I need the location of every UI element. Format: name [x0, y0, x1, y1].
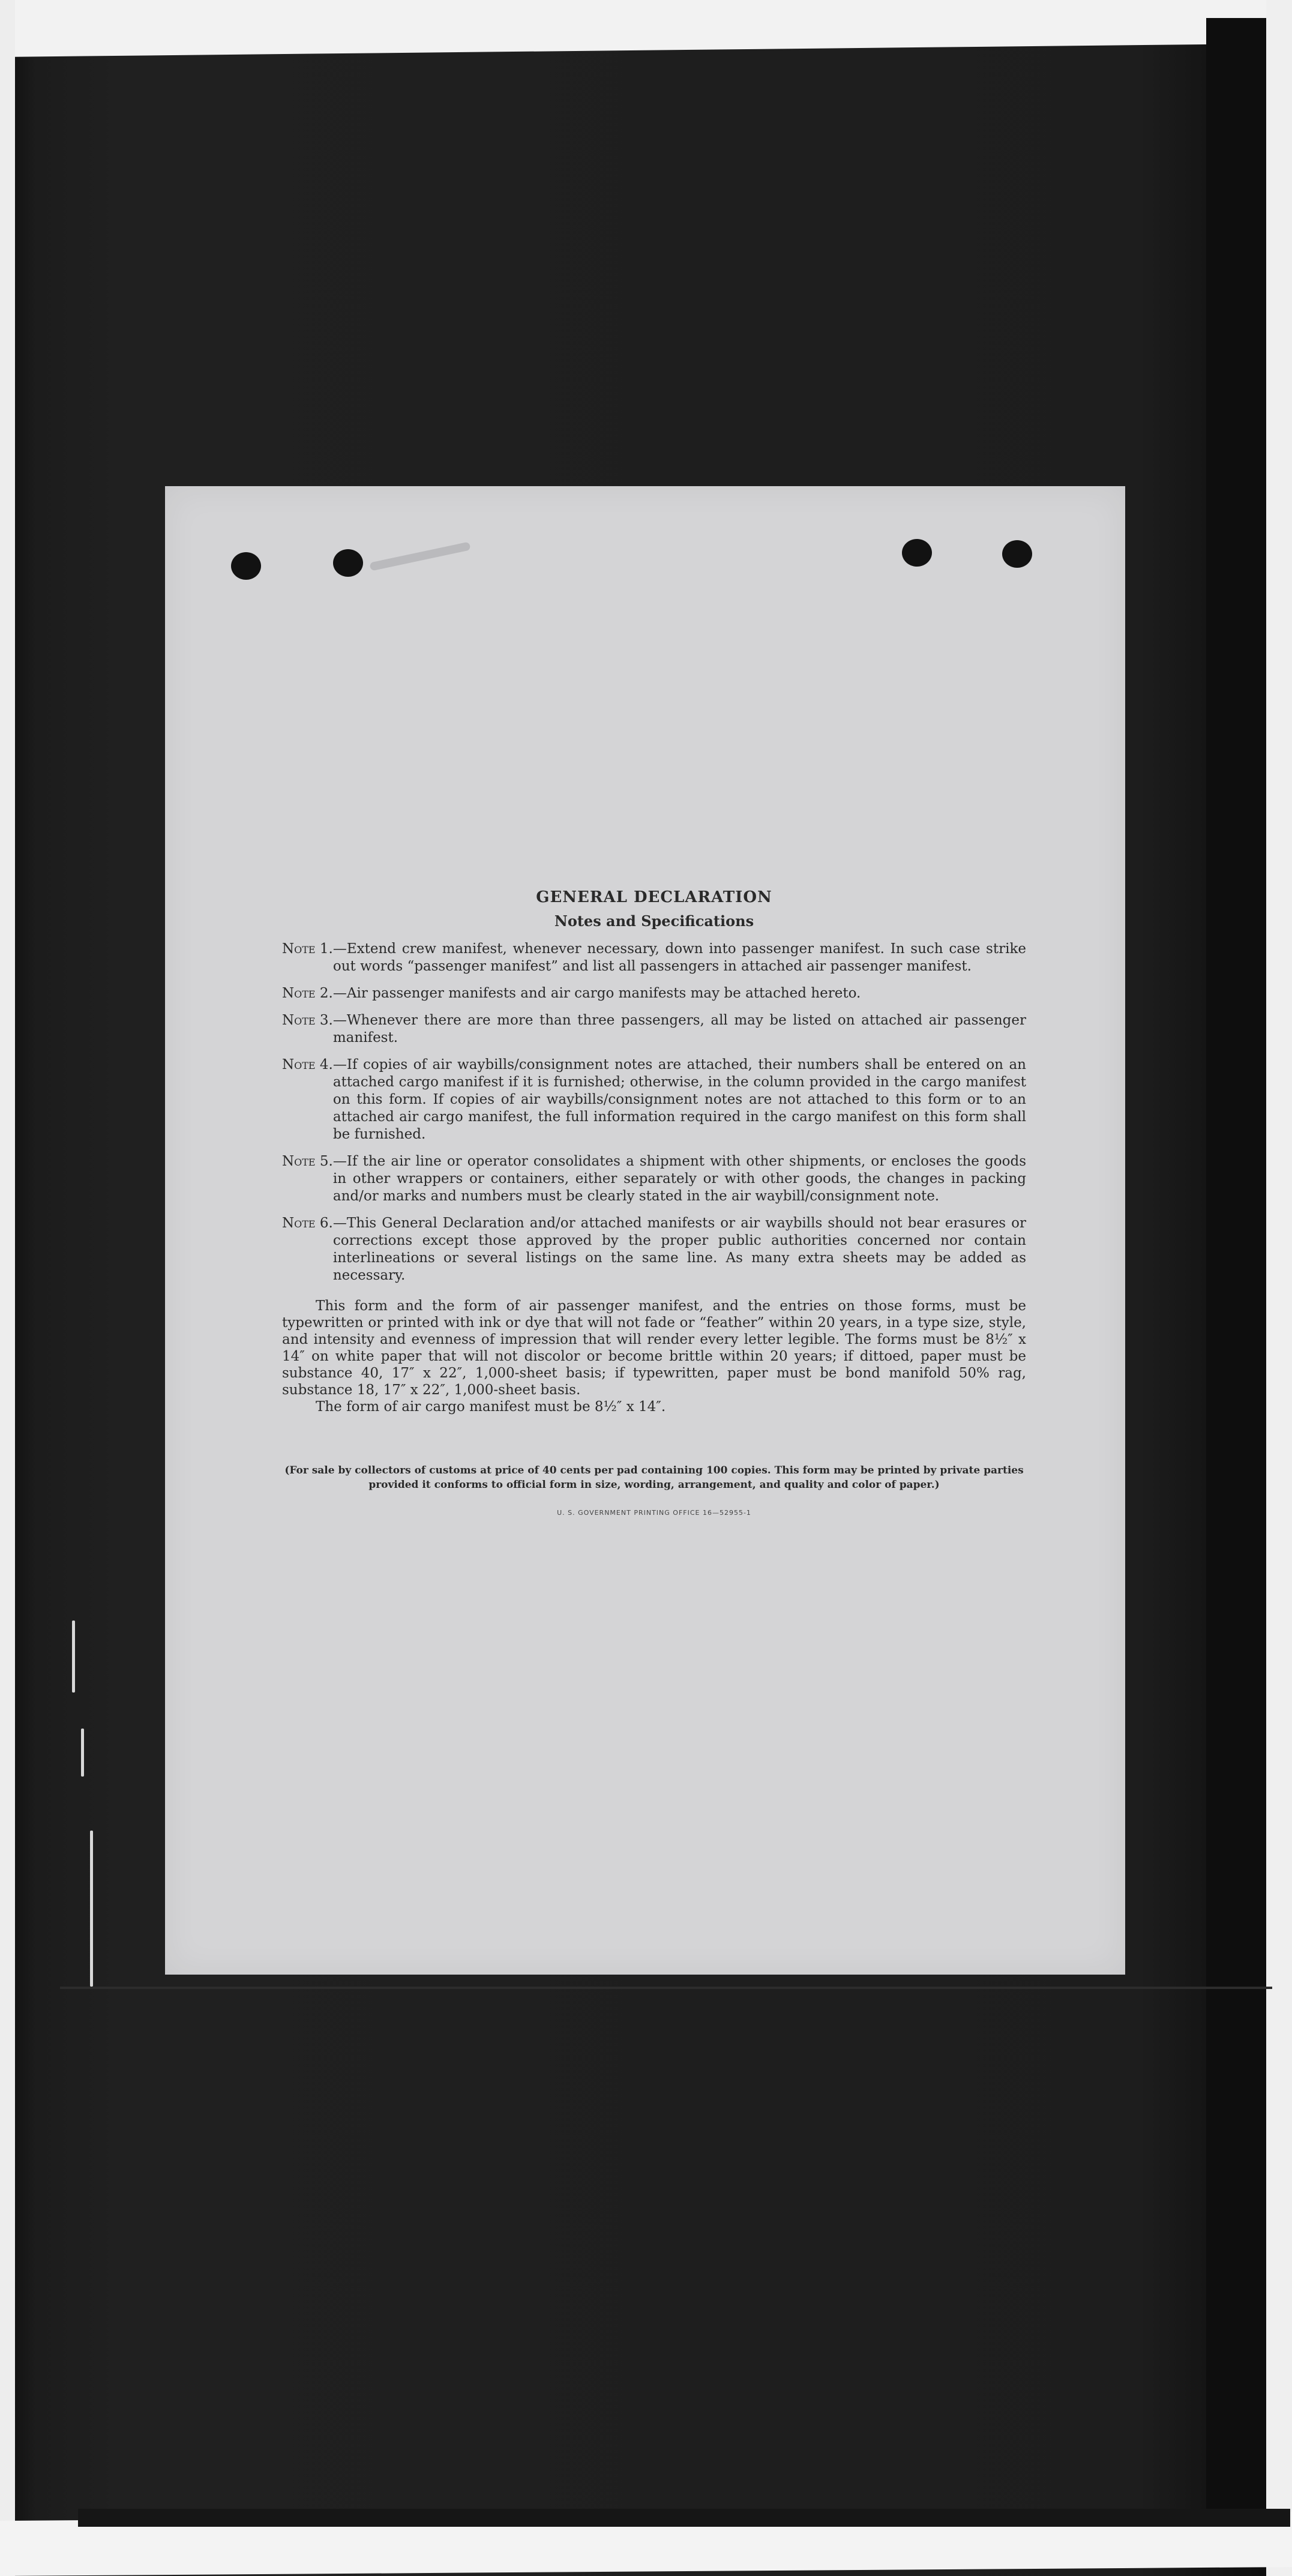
note-text: —Whenever there are more than three passengers, all may be listed on attached air passenger manifest. [332, 1013, 1026, 1046]
paper-specification-paragraph: This form and the form of air passenger manifest, and the entries on those forms, must be typewritten or printed with ink or dye that will not fade or “feather” within 20 years, in a type size, style, and intensity and evenness of impression that will render every letter legible. The forms must be 8½″ x 14″ on white paper that will not discolor or become brittle within 20 years; if dittoed, paper must be substance 40, 17″ x 22″, 1,000-sheet basis; if typewritten, paper must be bond manifold 50% rag, substance 18, 17″ x 22″, 1,000-sheet basis. [282, 1298, 1026, 1398]
document-page [165, 486, 1125, 1975]
scan-left-edge [0, 0, 15, 2576]
note-label: Note 5. [282, 1154, 333, 1169]
scan-right-edge [1266, 0, 1292, 2576]
document-content [282, 888, 1026, 1517]
punch-hole [333, 549, 363, 577]
note-label: Note 1. [282, 941, 333, 957]
note-text: —If the air line or operator consolidates a shipment with other shipments, or encloses the goods in other wrappers or containers, either separately or with other goods, the changes in packing and/or marks and numbers must be clearly stated in the air waybill/consignment note. [332, 1154, 1026, 1204]
note-text: —This General Declaration and/or attached manifests or air waybills should not bear erasures or corrections except those approved by the proper public authorities concerned nor contain interlineations or several listings on the same line. As many extra sheets may be added as necessary. [332, 1215, 1026, 1283]
sale-notice: (For sale by collectors of customs at price of 40 cents per pad containing 100 copies. This form may be printed by private parties provided it conforms to official form in size, wording, arrangement, and quality and color of paper.) [284, 1464, 1024, 1491]
scan-seam-line [60, 1987, 1272, 1989]
note-2 [282, 985, 1026, 1002]
film-scratch [72, 1621, 75, 1693]
punch-hole [902, 539, 932, 567]
film-scratch [81, 1729, 84, 1777]
note-4 [282, 1056, 1026, 1143]
scan-right-shadow [1206, 18, 1266, 2521]
note-text: —Air passenger manifests and air cargo manifests may be attached hereto. [332, 986, 861, 1001]
note-label: Note 6. [282, 1215, 333, 1231]
note-text: —If copies of air waybills/consignment notes are attached, their numbers shall be entered on an attached cargo manifest if it is furnished; otherwise, in the column provided in the cargo manifest on this form. If copies of air waybills/consignment notes are not attached to this form or to an attached air cargo manifest, the full information required in the cargo manifest on this form shall be furnished. [332, 1057, 1026, 1142]
note-6 [282, 1215, 1026, 1284]
note-label: Note 3. [282, 1013, 333, 1028]
printer-imprint: U. S. GOVERNMENT PRINTING OFFICE 16—52955-1 [557, 1509, 751, 1517]
punch-hole [231, 552, 261, 580]
note-3 [282, 1012, 1026, 1047]
punch-hole [1002, 540, 1032, 568]
note-label: Note 2. [282, 986, 333, 1001]
note-1 [282, 940, 1026, 975]
page-title: GENERAL DECLARATION [536, 888, 772, 906]
film-scratch [90, 1831, 93, 1987]
cargo-manifest-size-paragraph: The form of air cargo manifest must be 8½″ x 14″. [316, 1399, 666, 1415]
page-subtitle: Notes and Specifications [554, 912, 754, 930]
note-text: —Extend crew manifest, whenever necessary, down into passenger manifest. In such case strike out words “passenger manifest” and list all passengers in attached air passenger manifest. [332, 941, 1026, 974]
note-label: Note 4. [282, 1057, 333, 1073]
scan-bottom-shadow [78, 2509, 1290, 2527]
ink-smudge [369, 541, 470, 571]
note-5 [282, 1153, 1026, 1205]
